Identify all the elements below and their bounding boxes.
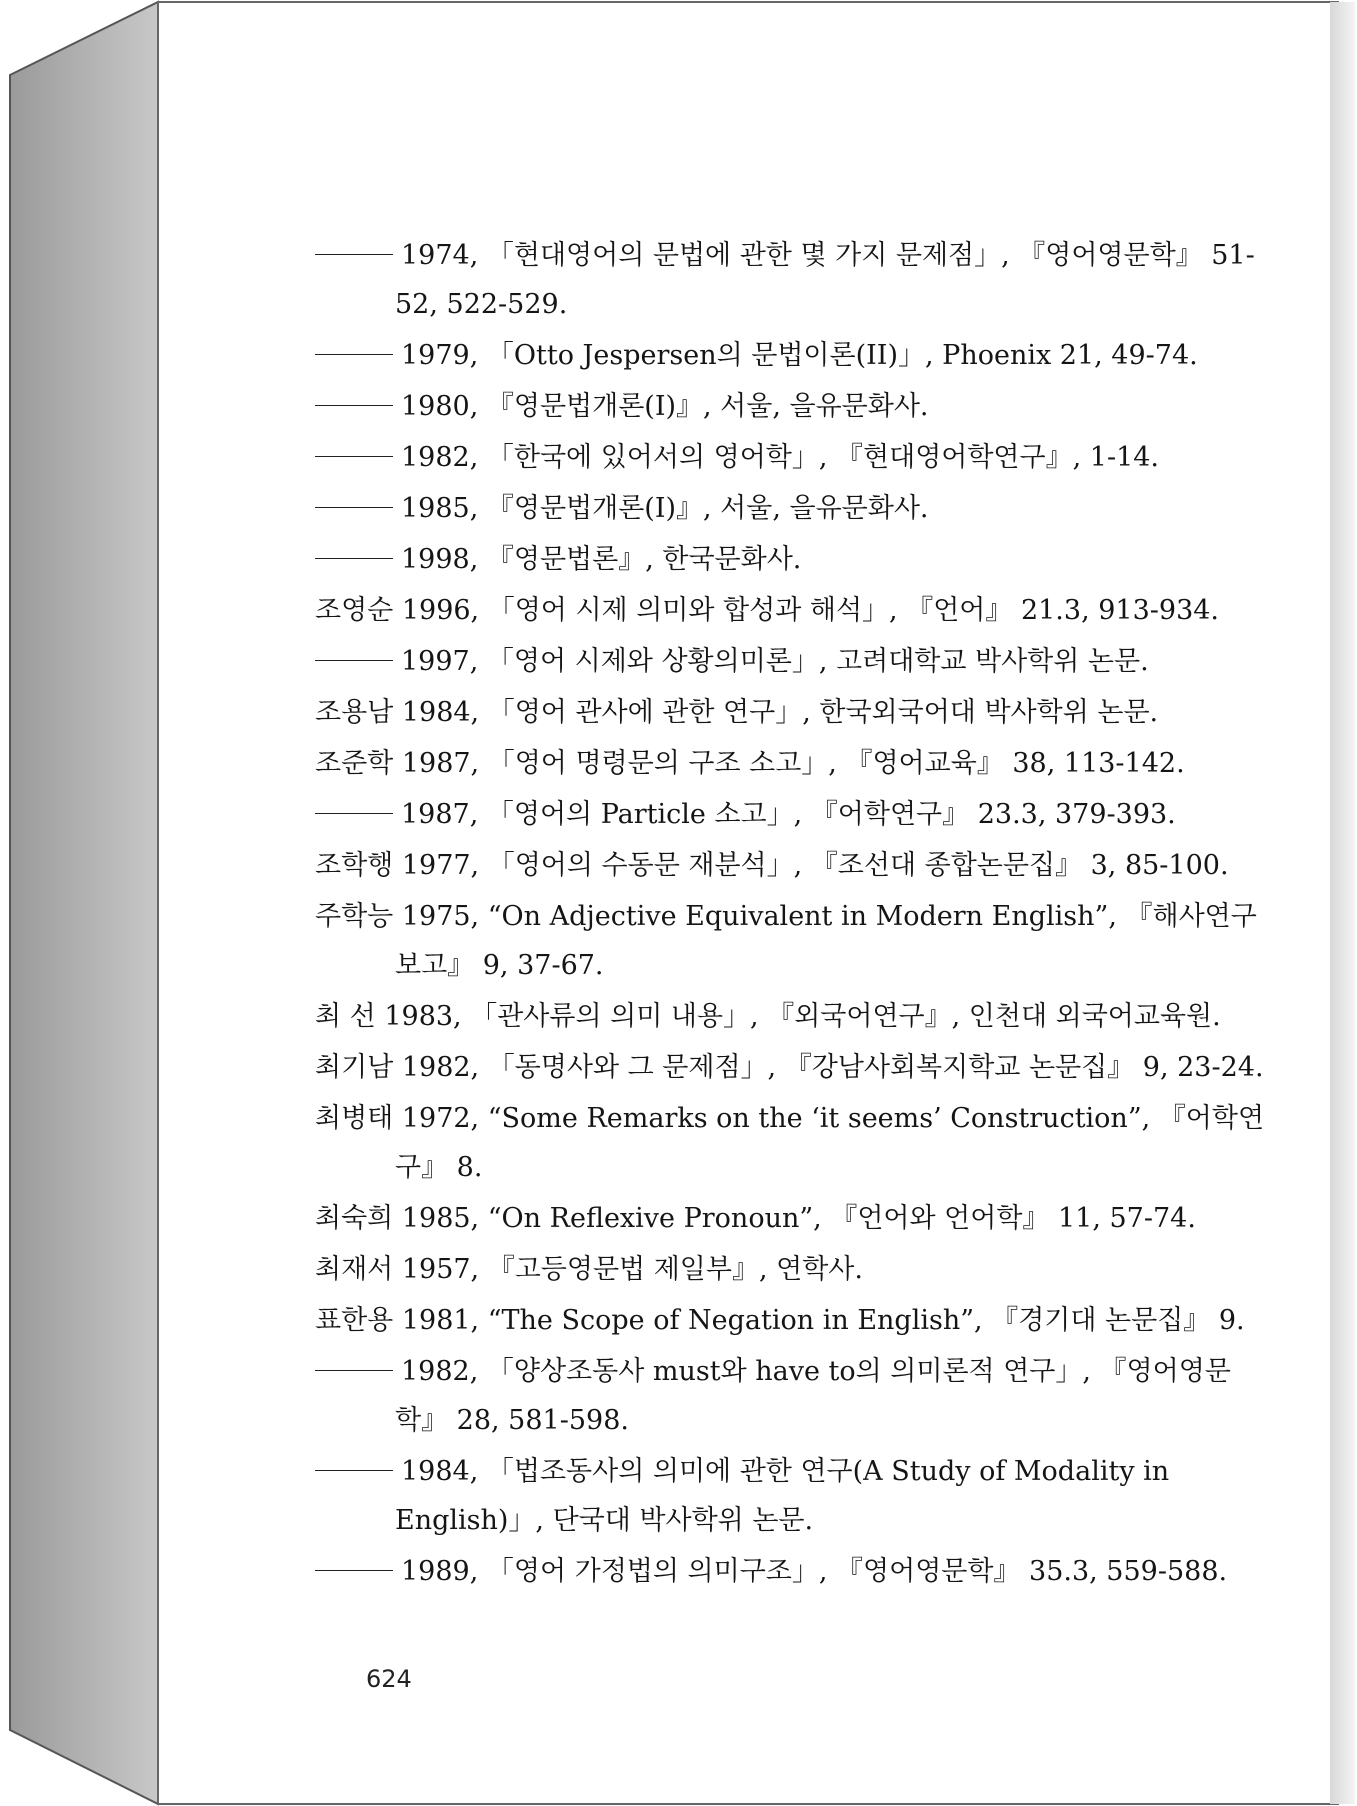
entry-first-line: [315, 746, 1215, 782]
entry-text: 1997, 「영어 시제와 상황의미론」, 고려대학교 박사학위 논문.: [401, 646, 1149, 677]
bibliography-entry: [315, 644, 1215, 680]
entry-text: 1974, 「현대영어의 문법에 관한 몇 가지 문제점」, 『영어영문학』 51-: [401, 240, 1255, 271]
entry-first-line: [315, 695, 1215, 731]
entry-continuation: 52, 522-529.: [395, 289, 568, 320]
entry-continuation: 학』 28, 581-598.: [395, 1405, 629, 1436]
bibliography-entry: [315, 1252, 1215, 1288]
bibliography-entry: [315, 797, 1215, 833]
bibliography-entry: [315, 1101, 1265, 1186]
page-edge-shadow: [1330, 2, 1355, 1804]
entry-first-line: [315, 1354, 1231, 1390]
entry-author: 조학행: [315, 850, 394, 881]
entry-first-line: [315, 1303, 1245, 1339]
entry-text: 1983, 「관사류의 의미 내용」, 『외국어연구』, 인천대 외국어교육원.: [384, 1001, 1221, 1032]
repeat-author-dash: [315, 813, 393, 814]
entry-text: 1957, 『고등영문법 제일부』, 연학사.: [401, 1254, 863, 1285]
entry-text: 1985, 『영문법개론(I)』, 서울, 을유문화사.: [401, 493, 929, 524]
entry-continuation: 보고』 9, 37-67.: [395, 950, 604, 981]
entry-first-line: [315, 238, 1255, 274]
entry-first-line: [315, 644, 1215, 680]
entry-first-line: [315, 491, 1215, 527]
entry-first-line: [315, 1454, 1215, 1490]
entry-author: 최병태: [315, 1103, 394, 1134]
bibliography-entry: [315, 1354, 1231, 1439]
entry-text: 1987, 「영어의 Particle 소고」, 『어학연구』 23.3, 379-393.: [401, 799, 1176, 830]
bibliography-entry: [315, 1554, 1228, 1590]
bibliography-entry: [315, 1050, 1264, 1086]
entry-text: 1984, 「영어 관사에 관한 연구」, 한국외국어대 박사학위 논문.: [401, 697, 1159, 728]
bibliography-entry: [315, 999, 1221, 1035]
entry-first-line: [315, 1201, 1215, 1237]
entry-first-line: [315, 797, 1215, 833]
repeat-author-dash: [315, 558, 393, 559]
repeat-author-dash: [315, 354, 393, 355]
bibliography-entry: [315, 440, 1215, 476]
entry-author: 조용남: [315, 697, 394, 728]
bibliography-entry: [315, 1201, 1215, 1237]
entry-text: 1982, 「한국에 있어서의 영어학」, 『현대영어학연구』, 1-14.: [401, 442, 1160, 473]
entry-first-line: [315, 1252, 1215, 1288]
entry-author: 표한용: [315, 1305, 394, 1336]
entry-continuation: 구』 8.: [395, 1152, 483, 1183]
entry-text: 1981, “The Scope of Negation in English”, 『경기대 논문집』 9.: [401, 1305, 1245, 1336]
entry-author: 주학능: [315, 901, 394, 932]
bibliography-entry: [315, 238, 1255, 323]
entry-first-line: [315, 542, 1215, 578]
entry-text: 1980, 『영문법개론(I)』, 서울, 을유문화사.: [401, 391, 929, 422]
repeat-author-dash: [315, 507, 393, 508]
bibliography-entry: [315, 593, 1220, 629]
repeat-author-dash: [315, 405, 393, 406]
bibliography-entry: [315, 695, 1215, 731]
entry-author: 최숙희: [315, 1203, 394, 1234]
entry-text: 1989, 「영어 가정법의 의미구조」, 『영어영문학』 35.3, 559-588.: [401, 1556, 1228, 1587]
entry-first-line: [315, 899, 1257, 935]
bibliography-entry: [315, 848, 1229, 884]
entry-text: 1985, “On Reflexive Pronoun”, 『언어와 언어학』 11, 57-74.: [401, 1203, 1196, 1234]
bibliography-list: [315, 238, 1265, 1605]
repeat-author-dash: [315, 660, 393, 661]
entry-first-line: [315, 1101, 1265, 1137]
entry-first-line: [315, 389, 1215, 425]
book-spine: [10, 2, 158, 1804]
repeat-author-dash: [315, 254, 393, 255]
bibliography-entry: [315, 491, 1215, 527]
bibliography-entry: [315, 899, 1257, 984]
bibliography-entry: [315, 1454, 1215, 1539]
entry-first-line: [315, 593, 1220, 629]
repeat-author-dash: [315, 1570, 393, 1571]
repeat-author-dash: [315, 456, 393, 457]
entry-author: 최기남: [315, 1052, 394, 1083]
entry-text: 1984, 「법조동사의 의미에 관한 연구(A Study of Modality in: [401, 1456, 1170, 1487]
entry-first-line: [315, 1050, 1264, 1086]
entry-text: 1979, 「Otto Jespersen의 문법이론(II)」, Phoenix 21, 49-74.: [401, 340, 1198, 371]
bibliography-entry: [315, 389, 1215, 425]
entry-first-line: [315, 848, 1229, 884]
entry-text: 1982, 「동명사와 그 문제점」, 『강남사회복지학교 논문집』 9, 23-24.: [401, 1052, 1264, 1083]
entry-text: 1996, 「영어 시제 의미와 합성과 해석」, 『언어』 21.3, 913-934.: [401, 595, 1220, 626]
entry-author: 최 선: [315, 1001, 376, 1032]
repeat-author-dash: [315, 1470, 393, 1471]
bibliography-entry: [315, 338, 1215, 374]
entry-text: 1972, “Some Remarks on the ‘it seems’ Construction”, 『어학연: [401, 1103, 1265, 1134]
bibliography-entry: [315, 1303, 1245, 1339]
page-number: 624: [366, 1665, 412, 1693]
entry-author: 조영순: [315, 595, 394, 626]
entry-author: 최재서: [315, 1254, 394, 1285]
bibliography-entry: [315, 542, 1215, 578]
entry-first-line: [315, 999, 1221, 1035]
entry-text: 1987, 「영어 명령문의 구조 소고」, 『영어교육』 38, 113-142.: [401, 748, 1185, 779]
entry-text: 1975, “On Adjective Equivalent in Modern English”, 『해사연구: [401, 901, 1257, 932]
entry-author: 조준학: [315, 748, 394, 779]
entry-first-line: [315, 440, 1215, 476]
entry-text: 1982, 「양상조동사 must와 have to의 의미론적 연구」, 『영어영문: [401, 1356, 1231, 1387]
entry-text: 1977, 「영어의 수동문 재분석」, 『조선대 종합논문집』 3, 85-100.: [401, 850, 1229, 881]
entry-first-line: [315, 338, 1215, 374]
bibliography-entry: [315, 746, 1215, 782]
repeat-author-dash: [315, 1370, 393, 1371]
entry-first-line: [315, 1554, 1228, 1590]
entry-text: 1998, 『영문법론』, 한국문화사.: [401, 544, 802, 575]
entry-continuation: English)」, 단국대 박사학위 논문.: [395, 1505, 814, 1536]
